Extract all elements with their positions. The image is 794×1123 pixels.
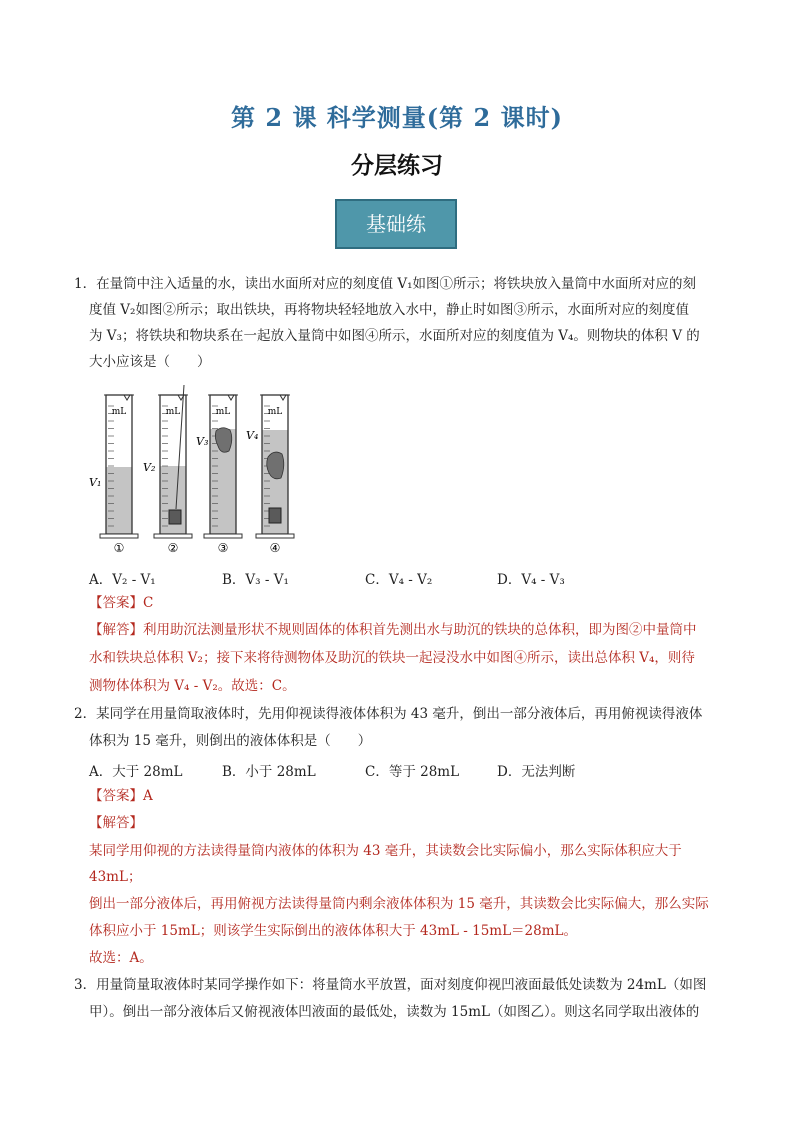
q1-option-d: D．V₄ - V₃ [497, 572, 565, 588]
q1-explanation-line-2: 水和铁块总体积 V₂；接下来将待测物体及助沉的铁块一起浸没水中如图④所示，读出总体积 V₄，则待 [89, 650, 695, 666]
q1-option-a: A．V₂ - V₁ [89, 572, 156, 588]
q1-explanation-line-3: 测物体体积为 V₄ - V₂。故选：C。 [89, 678, 296, 694]
unit-label: mL [215, 407, 231, 417]
cylinder-4 [246, 395, 294, 555]
q2-explanation-head: 【解答】 [89, 815, 143, 831]
q2-option-a: A．大于 28mL [89, 764, 183, 780]
figure-number-2: ② [167, 541, 179, 555]
v4-label: V₄ [246, 429, 259, 442]
cylinder-2 [143, 385, 192, 555]
q3-stem-line-1: 3．用量筒量取液体时某同学操作如下：将量筒水平放置，面对刻度仰视凹液面最低处读数为 24mL（如图 [74, 977, 707, 993]
q2-option-c: C．等于 28mL [365, 764, 460, 780]
q1-stem-line-3: 为 V₃；将铁块和物块系在一起放入量筒中如图④所示，水面所对应的刻度值为 V₄。则物块的体积 V 的 [89, 328, 700, 344]
q2-explanation-line-3: 倒出一部分液体后，再用俯视方法读得量筒内剩余液体体积为 15 毫升，其读数会比实际偏大，那么实际 [89, 896, 709, 912]
page-subtitle: 分层练习 [351, 152, 443, 179]
cylinder-3 [196, 395, 242, 555]
q2-stem-line-2: 体积为 15 毫升，则倒出的液体体积是（ ） [89, 733, 372, 749]
q1-explanation-line-1: 【解答】利用助沉法测量形状不规则固体的体积首先测出水与助沉的铁块的总体积，即为图②中量筒中 [89, 622, 697, 638]
section-badge: 基础练 [335, 199, 457, 249]
q2-option-b: B．小于 28mL [222, 764, 316, 780]
v3-label: V₃ [196, 435, 209, 448]
q1-stem-line-4: 大小应该是（ ） [89, 354, 211, 370]
q2-answer: 【答案】A [89, 788, 153, 804]
q2-explanation-line-4: 体积应小于 15mL；则该学生实际倒出的液体体积大于 43mL - 15mL＝28mL。 [89, 923, 578, 939]
v1-label: V₁ [89, 476, 102, 489]
q1-stem-line-2: 度值 V₂如图②所示；取出铁块，再将物块轻轻地放入水中，静止时如图③所示，水面所对应的刻度值 [89, 302, 689, 318]
v2-label: V₂ [143, 461, 156, 474]
q2-explanation-line-1: 某同学用仰视的方法读得量筒内液体的体积为 43 毫升，其读数会比实际偏小，那么实际体积应大于 [89, 843, 682, 859]
q2-explanation-line-5: 故选：A。 [89, 950, 153, 966]
graduated-cylinder-figure [88, 383, 308, 558]
q1-option-b: B．V₃ - V₁ [222, 572, 289, 588]
figure-number-4: ④ [269, 541, 281, 555]
q1-stem-line-1: 1．在量筒中注入适量的水，读出水面所对应的刻度值 V₁如图①所示；将铁块放入量筒中水面所对应的刻 [74, 276, 697, 292]
figure-number-3: ③ [217, 541, 229, 555]
q2-explanation-line-2: 43mL； [89, 869, 142, 885]
unit-label: mL [165, 407, 181, 417]
q2-stem-line-1: 2．某同学在用量筒取液体时，先用仰视读得液体体积为 43 毫升，倒出一部分液体后，再用俯视读得液体 [74, 706, 703, 722]
q1-option-c: C．V₄ - V₂ [365, 572, 433, 588]
page-title: 第 2 课 科学测量(第 2 课时) [231, 103, 563, 132]
figure-number-1: ① [113, 541, 125, 555]
q3-stem-line-2: 甲）。倒出一部分液体后又俯视液体凹液面的最低处，读数为 15mL（如图乙）。则这名同学取出液体的 [89, 1004, 700, 1020]
q1-answer: 【答案】C [89, 595, 154, 611]
unit-label: mL [267, 407, 283, 417]
q2-option-d: D．无法判断 [497, 764, 576, 780]
unit-label: mL [111, 407, 127, 417]
cylinder-1 [89, 395, 138, 555]
